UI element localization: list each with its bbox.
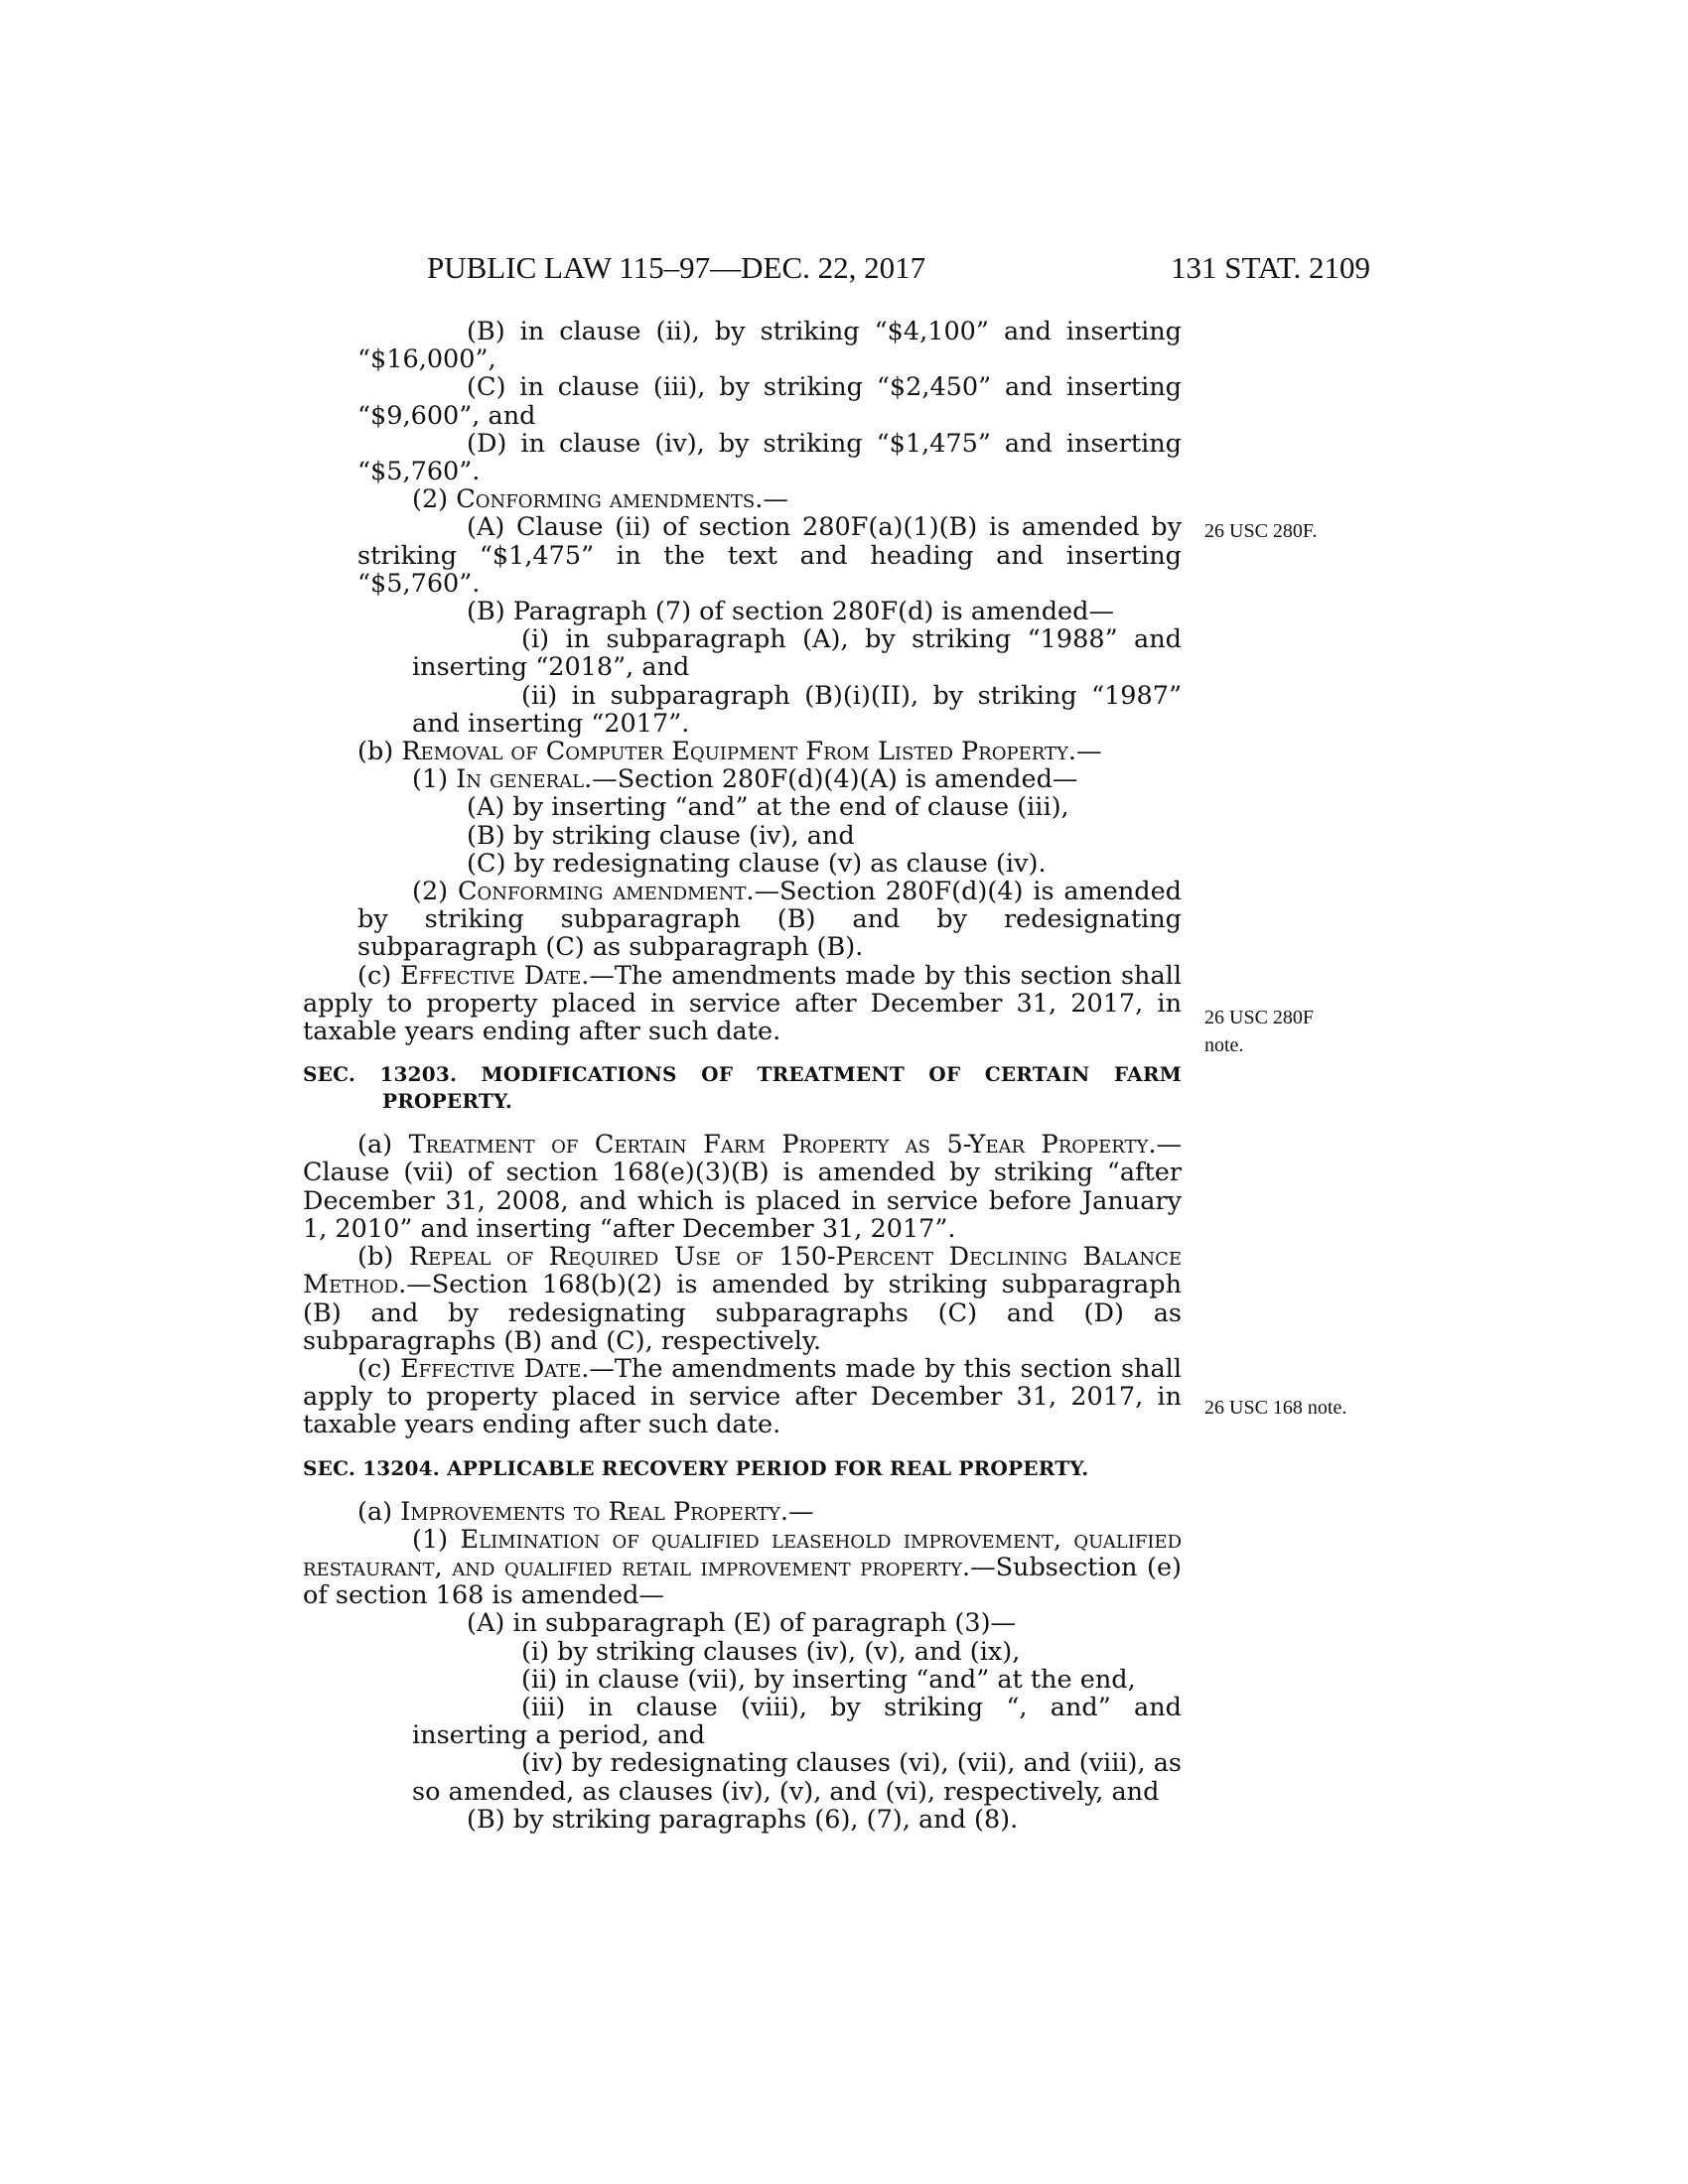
paragraph: (B) by striking paragraphs (6), (7), and (8).	[467, 1804, 1019, 1835]
section-heading: SEC. 13203. MODIFICATIONS OF TREATMENT OF CERTAIN FARM PROPERTY.	[303, 1062, 1182, 1114]
header-title: PUBLIC LAW 115–97—DEC. 22, 2017	[427, 250, 926, 285]
spacer	[303, 1115, 1182, 1131]
paragraph-text: Section 280F(d)(4)(A) is amended—	[617, 764, 1078, 795]
paragraph-heading: In general.—	[456, 764, 618, 795]
paragraph-text: Section 280F(d)(4) is amended by striking subparagraph (B) and by redesignating subparagraph (C) as subparagraph (B).	[357, 877, 1183, 963]
paragraph	[303, 1498, 1182, 1526]
paragraph: (i) in subparagraph (A), by striking “1988” and inserting “2018”, and	[412, 624, 1182, 683]
margin-note-line: note.	[1204, 1034, 1244, 1056]
paragraph	[303, 1355, 1182, 1439]
paragraph: (i) by striking clauses (iv), (v), and (ix),	[521, 1636, 1021, 1667]
paragraph-number: (1)	[412, 1524, 449, 1555]
paragraph-number: (2)	[412, 877, 449, 907]
paragraph: (C) by redesignating clause (v) as clause (iv).	[467, 848, 1047, 879]
paragraph-heading: Repeal of Required Use of 150-Percent Declining Balance Method.—	[303, 1242, 1182, 1300]
paragraph-heading: Elimination of qualified leasehold improvement, qualified restaurant, and qualified retail improvement property.—	[303, 1524, 1183, 1582]
page-header	[427, 250, 1370, 290]
paragraph	[357, 878, 1182, 962]
header-stat: 131 STAT. 2109	[1170, 250, 1370, 285]
paragraph: (ii) in clause (vii), by inserting “and” at the end,	[521, 1664, 1136, 1695]
paragraph: (B) by striking clause (iv), and	[467, 820, 855, 851]
paragraph-heading: Effective Date.—	[400, 1353, 615, 1384]
paragraph	[303, 738, 1182, 765]
spacer	[303, 1482, 1182, 1498]
paragraph-number: (c)	[357, 960, 392, 991]
margin-note-line: 26 USC 280F	[1204, 1007, 1315, 1028]
paragraph-number: (c)	[357, 1353, 392, 1384]
paragraph-heading: Improvements to Real Property.—	[400, 1496, 814, 1527]
paragraph-heading: Effective Date.—	[400, 960, 615, 991]
margin-note-280f-note	[1204, 1004, 1403, 1059]
paragraph-text: Clause (vii) of section 168(e)(3)(B) is amended by striking “after December 31, 2008, and which is placed in service before January 1, 2010” and inserting “after December 31, 2017”.	[303, 1158, 1182, 1244]
paragraph-text: Section 168(b)(2) is amended by striking subparagraph (B) and by redesignating subparagraphs (C) and (D) as subparagraphs (B) and (C), respectively.	[303, 1270, 1182, 1356]
paragraph-text: The amendments made by this section shall apply to property placed in service after December 31, 2017, in taxable years ending after such date.	[303, 1353, 1182, 1440]
paragraph-number: (2)	[412, 484, 449, 515]
paragraph: (B) Paragraph (7) of section 280F(d) is amended—	[467, 597, 1114, 627]
paragraph-heading: Conforming amendment.—	[457, 877, 779, 907]
paragraph-number: (1)	[412, 764, 449, 795]
paragraph	[303, 962, 1182, 1046]
paragraph: (A) by inserting “and” at the end of clause (iii),	[467, 792, 1069, 823]
paragraph-number: (b)	[357, 737, 394, 767]
paragraph-number: (a)	[357, 1496, 393, 1527]
paragraph-text: Subsection (e) of section 168 is amended—	[303, 1552, 1182, 1611]
paragraph: (B) in clause (ii), by striking “$4,100” and inserting “$16,000”,	[357, 317, 1182, 375]
paragraph: (D) in clause (iv), by striking “$1,475” and inserting “$5,760”.	[357, 428, 1182, 487]
paragraph-heading: Conforming amendments.—	[456, 484, 788, 515]
section-heading: SEC. 13204. APPLICABLE RECOVERY PERIOD FOR REAL PROPERTY.	[303, 1455, 1089, 1480]
paragraph-number: (b)	[357, 1242, 394, 1273]
paragraph: (iii) in clause (viii), by striking “, and” and inserting a period, and	[412, 1692, 1182, 1751]
paragraph: (A) in subparagraph (E) of paragraph (3)—	[467, 1608, 1017, 1639]
paragraph	[303, 1526, 1182, 1610]
body-text	[303, 318, 1182, 1834]
paragraph	[303, 1131, 1182, 1243]
margin-note-280f: 26 USC 280F.	[1204, 520, 1318, 542]
paragraph: (C) in clause (iii), by striking “$2,450” and inserting “$9,600”, and	[357, 372, 1182, 431]
paragraph-text: The amendments made by this section shall apply to property placed in service after December 31, 2017, in taxable years ending after such date.	[303, 960, 1182, 1047]
paragraph-number: (a)	[357, 1130, 393, 1160]
spacer	[303, 1439, 1182, 1455]
paragraph-heading: Removal of Computer Equipment From Listed Property.—	[401, 737, 1102, 767]
spacer	[303, 1045, 1182, 1061]
paragraph: (A) Clause (ii) of section 280F(a)(1)(B) is amended by striking “$1,475” in the text and heading and inserting “$5,760”.	[357, 512, 1182, 599]
paragraph	[303, 765, 1182, 793]
margin-note-168-note: 26 USC 168 note.	[1204, 1397, 1347, 1419]
paragraph	[357, 485, 1182, 513]
paragraph	[303, 1243, 1182, 1355]
paragraph: (ii) in subparagraph (B)(i)(II), by striking “1987” and inserting “2017”.	[412, 680, 1182, 739]
paragraph: (iv) by redesignating clauses (vi), (vii), and (viii), as so amended, as clauses (iv), (v), and (vi), respectively, and	[412, 1748, 1182, 1807]
paragraph-heading: Treatment of Certain Farm Property as 5-Year Property.—	[408, 1130, 1182, 1160]
